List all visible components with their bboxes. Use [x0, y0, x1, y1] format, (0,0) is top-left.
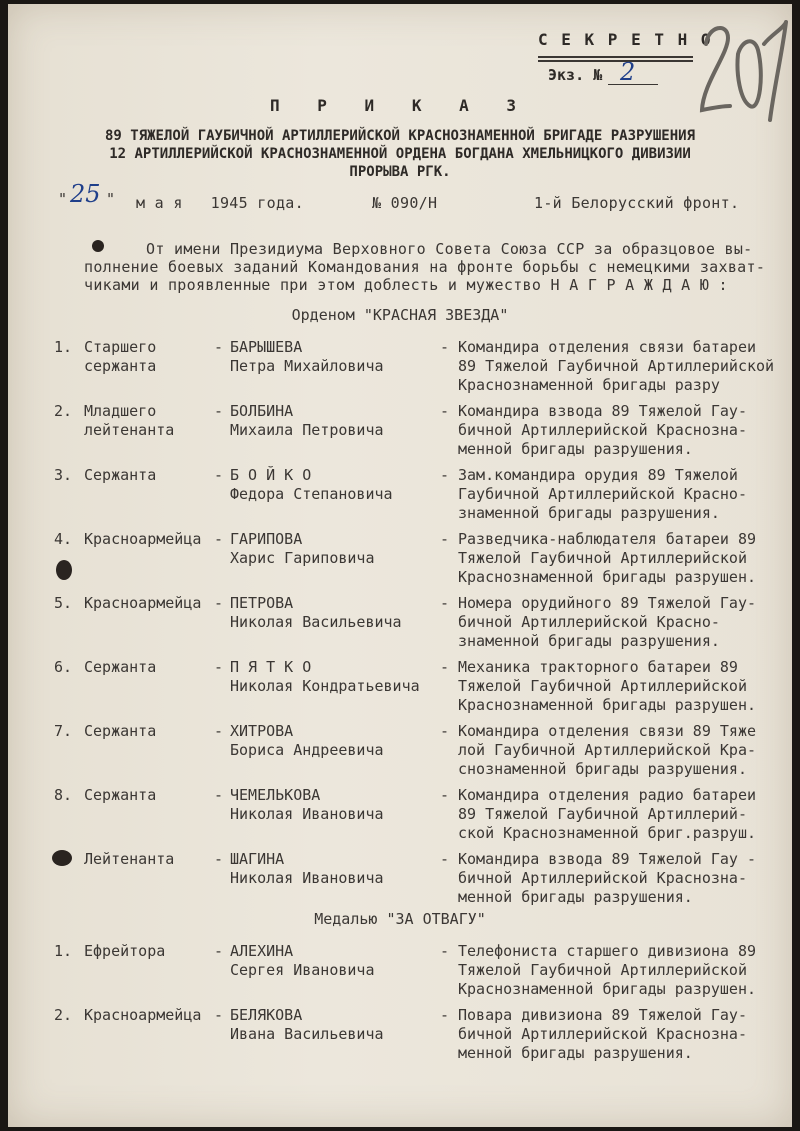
heading-line: 12 АРТИЛЛЕРИЙСКОЙ КРАСНОЗНАМЕННОЙ ОРДЕНА БОГДАНА ХМЕЛЬНИЦКОГО ДИВИЗИИ	[109, 146, 691, 162]
strike-line	[538, 56, 693, 58]
dash-separator: -	[440, 658, 450, 676]
entry-position: Краснознаменной бригады разру	[458, 376, 720, 394]
entry-rank: Сержанта	[84, 658, 157, 676]
section-title: Орденом "КРАСНАЯ ЗВЕЗДА"	[291, 306, 509, 324]
date-day: 25	[70, 180, 101, 208]
entry-given-name: Сергея Ивановича	[230, 961, 375, 979]
preamble-line: чиками и проявленные при этом доблесть и мужество Н А Г Р А Ж Д А Ю :	[84, 276, 728, 294]
entry-number: 7.	[54, 722, 73, 740]
entry-surname: Б О Й К О	[230, 466, 312, 484]
entry-position: Повара дивизиона 89 Тяжелой Гау-	[458, 1006, 747, 1024]
entry-given-name: Харис Гариповича	[230, 549, 375, 567]
entry-surname: БАРЫШЕВА	[230, 338, 303, 356]
entry-position: 89 Тяжелой Гаубичной Артиллерийской	[458, 357, 775, 375]
entry-position: Тяжелой Гаубичной Артиллерийской	[458, 677, 747, 695]
entry-surname: БЕЛЯКОВА	[230, 1006, 303, 1024]
entry-position: Краснознаменной бригады разрушен.	[458, 568, 757, 586]
punch-hole	[52, 850, 72, 866]
dash-separator: -	[214, 338, 224, 356]
entry-rank: Младшего	[84, 402, 157, 420]
entry-position: Командира взвода 89 Тяжелой Гау -	[458, 850, 757, 868]
copy-underline	[608, 84, 658, 85]
punch-hole	[92, 240, 104, 252]
entry-surname: П Я Т К О	[230, 658, 312, 676]
date-quote-close: "	[106, 190, 116, 208]
entry-rank: Лейтенанта	[84, 850, 175, 868]
entry-position: Командира отделения радио батареи	[458, 786, 757, 804]
entry-position: Гаубичной Артиллерийской Красно-	[458, 485, 747, 503]
dash-separator: -	[440, 530, 450, 548]
entry-number: 8.	[54, 786, 73, 804]
dash-separator: -	[440, 850, 450, 868]
punch-hole	[56, 560, 72, 580]
entry-position: менной бригады разрушения.	[458, 1044, 693, 1062]
entry-position: Командира отделения связи батареи	[458, 338, 757, 356]
entry-given-name: Петра Михайловича	[230, 357, 384, 375]
entry-given-name: Николая Васильевича	[230, 613, 402, 631]
entry-surname: БОЛБИНА	[230, 402, 294, 420]
entry-number: 1.	[54, 338, 73, 356]
section-title: Медалью "ЗА ОТВАГУ"	[314, 910, 486, 928]
dash-separator: -	[214, 658, 224, 676]
copy-label: Экз. №	[548, 66, 603, 84]
entry-surname: ПЕТРОВА	[230, 594, 294, 612]
dash-separator: -	[214, 402, 224, 420]
entry-surname: АЛЕХИНА	[230, 942, 294, 960]
document-title: П Р И К А З	[270, 96, 530, 115]
entry-rank: Сержанта	[84, 466, 157, 484]
entry-rank: Ефрейтора	[84, 942, 166, 960]
entry-number: 2.	[54, 402, 73, 420]
entry-given-name: Федора Степановича	[230, 485, 393, 503]
order-number: № 090/Н	[372, 194, 438, 212]
entry-position: ской Краснознаменной бриг.разруш.	[458, 824, 757, 842]
entry-position: 89 Тяжелой Гаубичной Артиллерий-	[458, 805, 747, 823]
entry-given-name: Михаила Петровича	[230, 421, 384, 439]
entry-number: 6.	[54, 658, 73, 676]
entry-rank: сержанта	[84, 357, 157, 375]
entry-position: знаменной бригады разрушения.	[458, 632, 720, 650]
entry-position: Зам.командира орудия 89 Тяжелой	[458, 466, 738, 484]
classification-label: С Е К Р Е Т Н О	[538, 30, 713, 49]
dash-separator: -	[440, 594, 450, 612]
heading-line: ПРОРЫВА РГК.	[349, 164, 451, 180]
entry-position: Тяжелой Гаубичной Артиллерийской	[458, 961, 747, 979]
entry-rank: Красноармейца	[84, 1006, 202, 1024]
entry-position: Телефониста старшего дивизиона 89	[458, 942, 757, 960]
dash-separator: -	[440, 942, 450, 960]
entry-given-name: Николая Ивановича	[230, 869, 384, 887]
dash-separator: -	[214, 466, 224, 484]
preamble-line: От имени Президиума Верховного Совета Союза ССР за образцовое вы-	[146, 240, 753, 258]
entry-given-name: Николая Кондратьевича	[230, 677, 420, 695]
dash-separator: -	[214, 850, 224, 868]
dash-separator: -	[214, 530, 224, 548]
entry-position: Командира отделения связи 89 Тяже	[458, 722, 757, 740]
entry-position: Командира взвода 89 Тяжелой Гау-	[458, 402, 747, 420]
entry-given-name: Бориса Андреевича	[230, 741, 384, 759]
entry-rank: Старшего	[84, 338, 157, 356]
entry-given-name: Ивана Васильевича	[230, 1025, 384, 1043]
entry-position: лой Гаубичной Артиллерийской Кра-	[458, 741, 757, 759]
entry-position: менной бригады разрушения.	[458, 888, 693, 906]
dash-separator: -	[440, 1006, 450, 1024]
entry-position: Механика тракторного батареи 89	[458, 658, 738, 676]
entry-position: Разведчика-наблюдателя батареи 89	[458, 530, 757, 548]
date-month-year: м а я 1945 года.	[136, 194, 304, 212]
document-sheet	[8, 4, 792, 1127]
entry-surname: ХИТРОВА	[230, 722, 294, 740]
entry-number: 2.	[54, 1006, 73, 1024]
entry-rank: Красноармейца	[84, 594, 202, 612]
entry-position: бичной Артиллерийской Краснозна-	[458, 1025, 747, 1043]
entry-position: Номера орудийного 89 Тяжелой Гау-	[458, 594, 757, 612]
entry-position: бичной Артиллерийской Красно-	[458, 613, 720, 631]
entry-position: бичной Артиллерийской Краснозна-	[458, 869, 747, 887]
dash-separator: -	[440, 338, 450, 356]
entry-position: снознаменной бригады разрушения.	[458, 760, 747, 778]
preamble-line: полнение боевых заданий Командования на фронте борьбы с немецкими захват-	[84, 258, 766, 276]
entry-rank: Сержанта	[84, 722, 157, 740]
entry-position: Краснознаменной бригады разрушен.	[458, 980, 757, 998]
dash-separator: -	[214, 786, 224, 804]
entry-number: 1.	[54, 942, 73, 960]
entry-position: Краснознаменной бригады разрушен.	[458, 696, 757, 714]
entry-position: бичной Артиллерийской Краснозна-	[458, 421, 747, 439]
entry-given-name: Николая Ивановича	[230, 805, 384, 823]
entry-number: 5.	[54, 594, 73, 612]
entry-surname: ШАГИНА	[230, 850, 285, 868]
heading-line: 89 ТЯЖЕЛОЙ ГАУБИЧНОЙ АРТИЛЛЕРИЙСКОЙ КРАСНОЗНАМЕННОЙ БРИГАДЕ РАЗРУШЕНИЯ	[104, 128, 695, 144]
entry-position: знаменной бригады разрушения.	[458, 504, 720, 522]
entry-surname: ГАРИПОВА	[230, 530, 303, 548]
entry-number: 3.	[54, 466, 73, 484]
dash-separator: -	[440, 786, 450, 804]
entry-number: 4.	[54, 530, 73, 548]
dash-separator: -	[214, 1006, 224, 1024]
entry-rank: Красноармейца	[84, 530, 202, 548]
dash-separator: -	[214, 594, 224, 612]
dash-separator: -	[214, 722, 224, 740]
dash-separator: -	[214, 942, 224, 960]
entry-rank: лейтенанта	[84, 421, 175, 439]
copy-number: 2	[620, 58, 636, 86]
entry-position: менной бригады разрушения.	[458, 440, 693, 458]
strike-line	[538, 60, 693, 62]
entry-position: Тяжелой Гаубичной Артиллерийской	[458, 549, 747, 567]
entry-surname: ЧЕМЕЛЬКОВА	[230, 786, 321, 804]
dash-separator: -	[440, 402, 450, 420]
dash-separator: -	[440, 722, 450, 740]
date-quote-open: "	[58, 190, 68, 208]
dash-separator: -	[440, 466, 450, 484]
entry-rank: Сержанта	[84, 786, 157, 804]
front-name: 1-й Белорусский фронт.	[534, 194, 740, 212]
